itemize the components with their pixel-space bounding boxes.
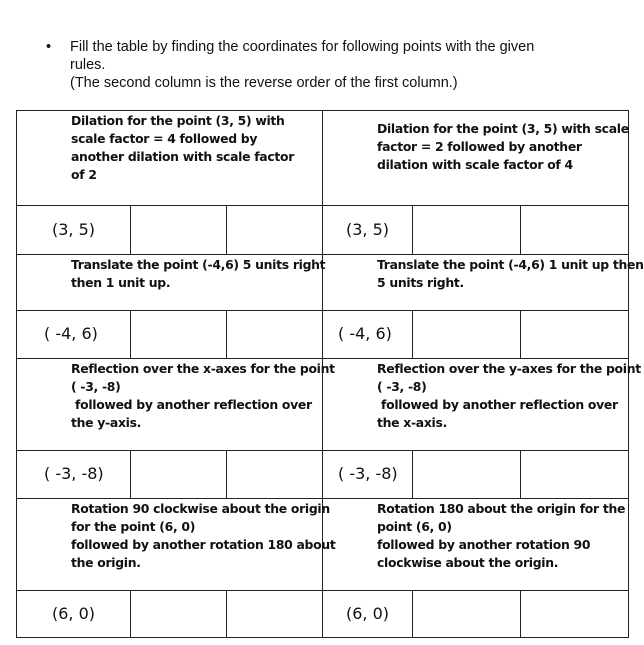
rule-line: 5 units right. (377, 275, 464, 290)
left-start-point: (3, 5) (52, 220, 96, 239)
answer-cell-2[interactable] (227, 591, 322, 637)
table-border (16, 110, 17, 637)
answer-cell-3[interactable] (413, 451, 520, 498)
rule-line: another dilation with scale factor (71, 149, 295, 164)
answer-cell-2[interactable] (227, 311, 322, 358)
right-rule-text (377, 500, 625, 572)
rule-line: Translate the point (-4,6) 1 unit up then (377, 257, 644, 272)
rule-line: factor = 2 followed by another (377, 139, 582, 154)
rule-line: Dilation for the point (3, 5) with scale (377, 121, 629, 136)
rule-line: ( -3, -8) (377, 379, 427, 394)
row-divider (16, 498, 629, 499)
instruction-line: (The second column is the reverse order of the first column.) (70, 75, 458, 91)
left-start-point: (6, 0) (52, 604, 96, 623)
right-rule-text (377, 360, 641, 432)
left-rule-text (71, 360, 335, 432)
answer-cell-1[interactable] (131, 451, 226, 498)
rule-line: the x-axis. (377, 415, 447, 430)
right-start-point: (3, 5) (346, 220, 390, 239)
right-rule-text (377, 120, 629, 174)
rule-line: Reflection over the x-axes for the point (71, 361, 335, 376)
rule-line: followed by another rotation 90 (377, 537, 591, 552)
rule-line: Dilation for the point (3, 5) with (71, 113, 285, 128)
rule-line: Reflection over the y-axes for the point (377, 361, 641, 376)
answer-cell-4[interactable] (521, 206, 628, 254)
left-rule-text (71, 112, 294, 184)
rule-line: the origin. (71, 555, 141, 570)
instruction-line: Fill the table by finding the coordinates for following points with the given (70, 39, 535, 55)
row-divider (16, 254, 629, 255)
answer-cell-1[interactable] (131, 591, 226, 637)
rule-line: point (6, 0) (377, 519, 452, 534)
rule-line: for the point (6, 0) (71, 519, 196, 534)
answer-cell-1[interactable] (131, 206, 226, 254)
rule-line: followed by another rotation 180 about (71, 537, 336, 552)
bullet: • (46, 39, 52, 55)
right-rule-text (377, 256, 644, 292)
rule-line: scale factor = 4 followed by (71, 131, 258, 146)
row-divider (16, 358, 629, 359)
left-rule-text (71, 500, 335, 572)
answer-cell-3[interactable] (413, 591, 520, 637)
instruction-line: rules. (70, 57, 106, 73)
answer-cell-4[interactable] (521, 591, 628, 637)
rule-line: followed by another reflection over (377, 397, 618, 412)
rule-line: then 1 unit up. (71, 275, 171, 290)
answer-cell-4[interactable] (521, 451, 628, 498)
answer-cell-2[interactable] (227, 451, 322, 498)
right-start-point: ( -3, -8) (338, 464, 398, 483)
right-start-point: ( -4, 6) (338, 324, 392, 343)
rule-line: Translate the point (-4,6) 5 units right (71, 257, 326, 272)
row-divider (16, 637, 629, 638)
right-start-point: (6, 0) (346, 604, 390, 623)
rule-line: Rotation 180 about the origin for the (377, 501, 626, 516)
answer-cell-4[interactable] (521, 311, 628, 358)
answer-cell-3[interactable] (413, 206, 520, 254)
rule-line: of 2 (71, 167, 97, 182)
answer-cell-1[interactable] (131, 311, 226, 358)
left-start-point: ( -4, 6) (44, 324, 98, 343)
rule-line: clockwise about the origin. (377, 555, 559, 570)
rule-line: the y-axis. (71, 415, 142, 430)
answer-cell-3[interactable] (413, 311, 520, 358)
rule-line: Rotation 90 clockwise about the origin (71, 501, 330, 516)
left-start-point: ( -3, -8) (44, 464, 104, 483)
rule-line: dilation with scale factor of 4 (377, 157, 573, 172)
left-rule-text (71, 256, 325, 292)
rule-line: ( -3, -8) (71, 379, 121, 394)
rule-line: followed by another reflection over (71, 397, 312, 412)
answer-cell-2[interactable] (227, 206, 322, 254)
